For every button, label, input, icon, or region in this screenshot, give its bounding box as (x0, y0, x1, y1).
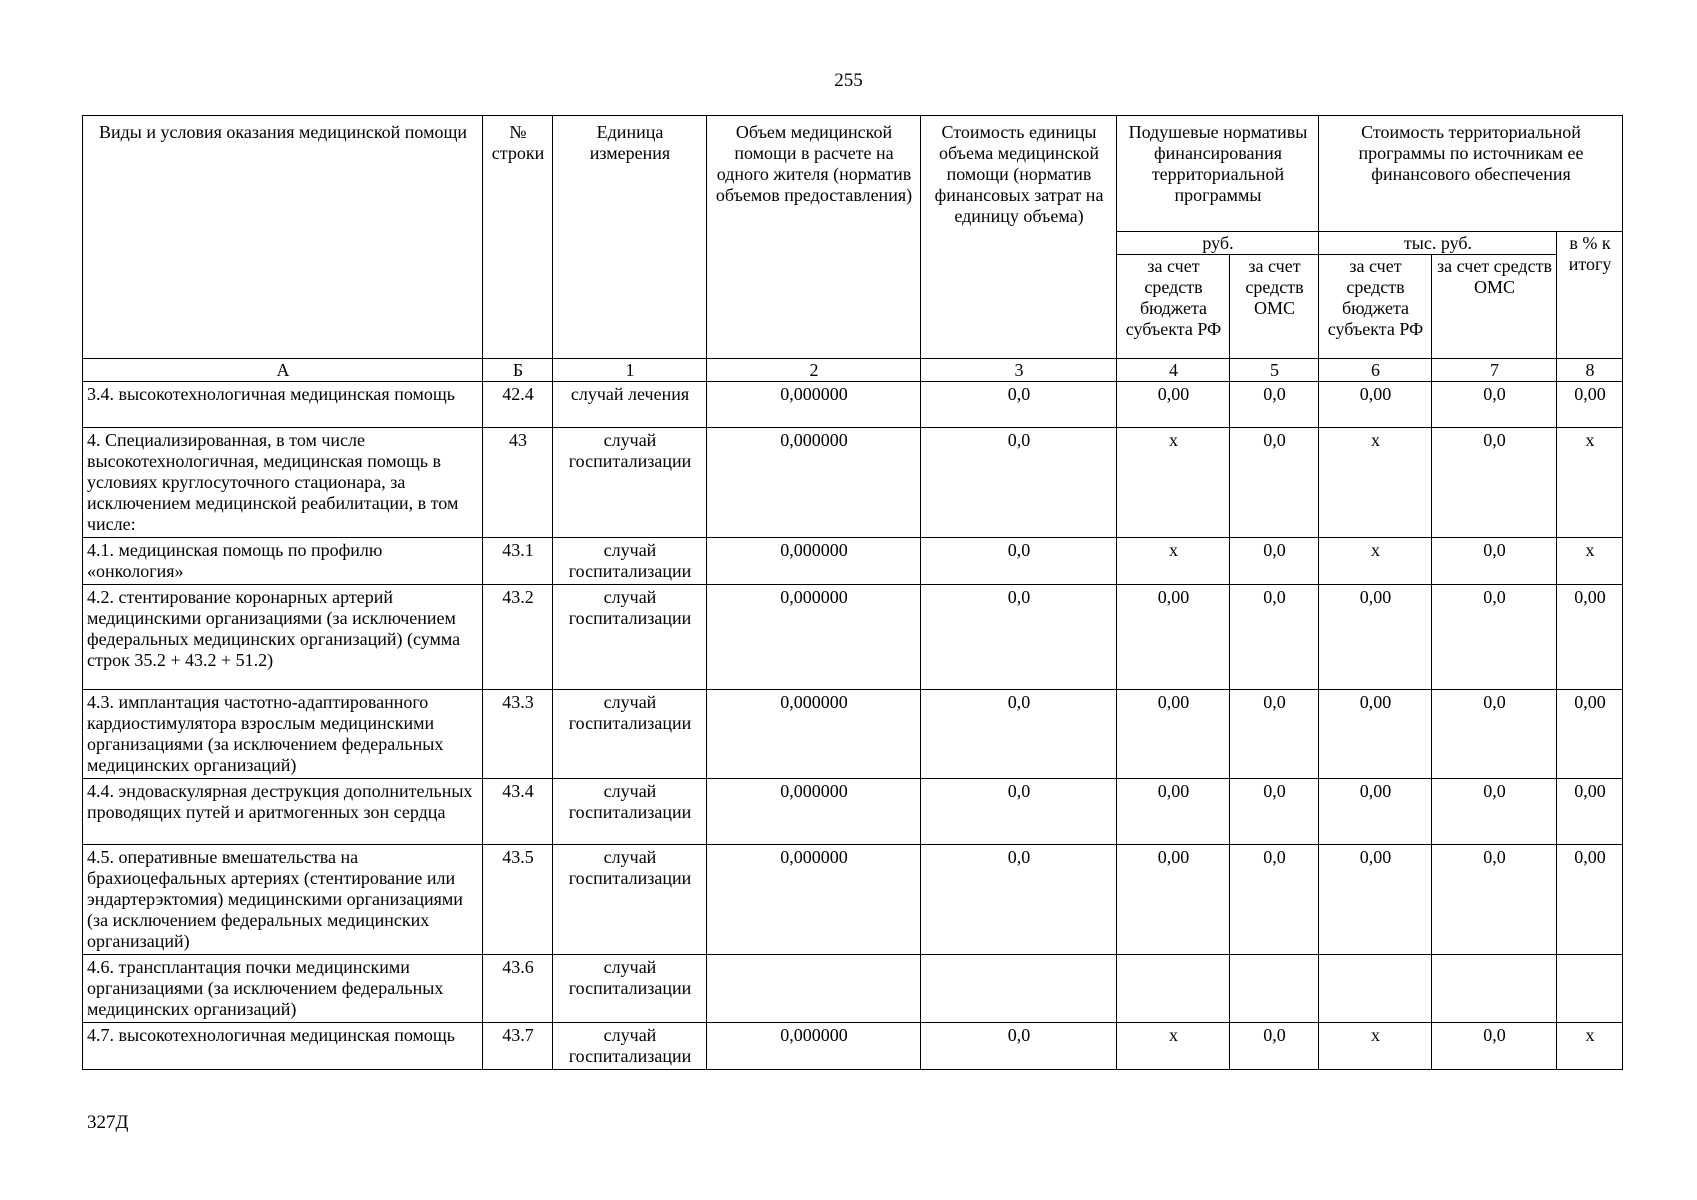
row-unit-cost: 0,0 (921, 585, 1117, 690)
row-name: 4. Специализированная, в том числе высокотехнологичная, медицинская помощь в условиях круглосуточного стационара, за исключением медицинской реабилитации, в том числе: (83, 428, 483, 538)
row-number: 42.4 (483, 382, 553, 428)
row-per-capita-oms: 0,0 (1230, 382, 1319, 428)
column-index: 8 (1557, 359, 1623, 382)
table-row (83, 1023, 1623, 1070)
row-per-capita-oms (1230, 955, 1319, 1023)
row-volume: 0,000000 (707, 845, 921, 955)
row-cost-budget: 0,00 (1319, 779, 1432, 845)
row-unit-cost (921, 955, 1117, 1023)
row-unit-cost: 0,0 (921, 779, 1117, 845)
table-row (83, 779, 1623, 845)
row-cost-budget: 0,00 (1319, 585, 1432, 690)
table-row (83, 690, 1623, 779)
row-name: 4.6. трансплантация почки медицинскими организациями (за исключением федеральных медицинских организаций) (83, 955, 483, 1023)
row-cost-oms: 0,0 (1432, 845, 1557, 955)
row-per-capita-budget: х (1117, 428, 1230, 538)
financing-table (82, 115, 1623, 1070)
header-col-6: за счет средств бюджета субъекта РФ (1319, 255, 1432, 359)
row-unit: случай госпитализации (553, 845, 707, 955)
row-volume: 0,000000 (707, 382, 921, 428)
row-volume: 0,000000 (707, 538, 921, 585)
header-unit-rub: руб. (1117, 232, 1319, 255)
row-number: 43.1 (483, 538, 553, 585)
row-name: 4.3. имплантация частотно-адаптированного кардиостимулятора взрослым медицинскими организациями (за исключением федеральных медицинских организаций) (83, 690, 483, 779)
row-volume: 0,000000 (707, 779, 921, 845)
row-cost-budget: 0,00 (1319, 690, 1432, 779)
row-name: 4.5. оперативные вмешательства на брахиоцефальных артериях (стентирование или эндартерэктомия) медицинскими организациями (за исключением федеральных медицинских организаций) (83, 845, 483, 955)
row-per-capita-budget (1117, 955, 1230, 1023)
row-cost-oms: 0,0 (1432, 538, 1557, 585)
row-percent-total: х (1557, 538, 1623, 585)
row-per-capita-budget: 0,00 (1117, 690, 1230, 779)
row-volume: 0,000000 (707, 428, 921, 538)
row-unit-cost: 0,0 (921, 1023, 1117, 1070)
row-per-capita-oms: 0,0 (1230, 845, 1319, 955)
row-cost-budget: 0,00 (1319, 845, 1432, 955)
row-cost-budget: 0,00 (1319, 382, 1432, 428)
row-volume: 0,000000 (707, 1023, 921, 1070)
row-per-capita-oms: 0,0 (1230, 779, 1319, 845)
table-row (83, 382, 1623, 428)
row-cost-oms (1432, 955, 1557, 1023)
column-index: 3 (921, 359, 1117, 382)
column-index: 2 (707, 359, 921, 382)
row-cost-oms: 0,0 (1432, 428, 1557, 538)
header-col-7: за счет средств ОМС (1432, 255, 1557, 359)
header-col-a: Виды и условия оказания медицинской помощи (83, 116, 483, 359)
header-col-4: за счет средств бюджета субъекта РФ (1117, 255, 1230, 359)
row-cost-budget: х (1319, 428, 1432, 538)
header-col-5: за счет средств ОМС (1230, 255, 1319, 359)
header-col-3: Стоимость единицы объема медицинской помощи (норматив финансовых затрат на единицу объема) (921, 116, 1117, 359)
row-per-capita-budget: 0,00 (1117, 382, 1230, 428)
row-per-capita-budget: х (1117, 1023, 1230, 1070)
row-unit: случай госпитализации (553, 779, 707, 845)
page-number: 255 (834, 70, 863, 91)
header-group-cost: Стоимость территориальной программы по источникам ее финансового обеспечения (1319, 116, 1623, 232)
row-name: 3.4. высокотехнологичная медицинская помощь (83, 382, 483, 428)
row-unit: случай госпитализации (553, 955, 707, 1023)
row-number: 43.4 (483, 779, 553, 845)
header-unit-thousand-rub: тыс. руб. (1319, 232, 1557, 255)
row-name: 4.7. высокотехнологичная медицинская помощь (83, 1023, 483, 1070)
column-index: 1 (553, 359, 707, 382)
column-index: 6 (1319, 359, 1432, 382)
document-code: 327Д (87, 1112, 129, 1133)
row-unit-cost: 0,0 (921, 382, 1117, 428)
header-col-b: № строки (483, 116, 553, 359)
column-index: 7 (1432, 359, 1557, 382)
row-percent-total (1557, 955, 1623, 1023)
row-number: 43.6 (483, 955, 553, 1023)
row-number: 43.3 (483, 690, 553, 779)
table-row (83, 845, 1623, 955)
row-volume (707, 955, 921, 1023)
row-volume: 0,000000 (707, 690, 921, 779)
row-number: 43 (483, 428, 553, 538)
header-col-1: Единица измерения (553, 116, 707, 359)
column-index-row (83, 359, 1623, 382)
row-per-capita-budget: х (1117, 538, 1230, 585)
row-unit-cost: 0,0 (921, 538, 1117, 585)
row-percent-total: х (1557, 1023, 1623, 1070)
header-col-2: Объем медицинской помощи в расчете на одного жителя (норматив объемов предоставления) (707, 116, 921, 359)
row-number: 43.7 (483, 1023, 553, 1070)
row-volume: 0,000000 (707, 585, 921, 690)
table-row (83, 955, 1623, 1023)
row-cost-oms: 0,0 (1432, 382, 1557, 428)
row-cost-budget (1319, 955, 1432, 1023)
row-per-capita-budget: 0,00 (1117, 845, 1230, 955)
row-cost-oms: 0,0 (1432, 690, 1557, 779)
row-unit: случай госпитализации (553, 690, 707, 779)
table-row (83, 585, 1623, 690)
row-cost-oms: 0,0 (1432, 585, 1557, 690)
row-per-capita-oms: 0,0 (1230, 428, 1319, 538)
row-name: 4.2. стентирование коронарных артерий медицинскими организациями (за исключением федеральных медицинских организаций) (сумма строк 35.2 + 43.2 + 51.2) (83, 585, 483, 690)
header-percent-total: в % к итогу (1557, 232, 1623, 359)
row-unit-cost: 0,0 (921, 690, 1117, 779)
row-cost-budget: х (1319, 538, 1432, 585)
row-unit: случай лечения (553, 382, 707, 428)
column-index: 4 (1117, 359, 1230, 382)
row-per-capita-oms: 0,0 (1230, 1023, 1319, 1070)
row-unit: случай госпитализации (553, 538, 707, 585)
row-percent-total: 0,00 (1557, 779, 1623, 845)
row-percent-total: 0,00 (1557, 382, 1623, 428)
row-percent-total: 0,00 (1557, 845, 1623, 955)
row-name: 4.1. медицинская помощь по профилю «онкология» (83, 538, 483, 585)
row-number: 43.5 (483, 845, 553, 955)
row-per-capita-budget: 0,00 (1117, 585, 1230, 690)
row-unit-cost: 0,0 (921, 845, 1117, 955)
column-index: Б (483, 359, 553, 382)
row-cost-oms: 0,0 (1432, 779, 1557, 845)
row-number: 43.2 (483, 585, 553, 690)
row-unit: случай госпитализации (553, 428, 707, 538)
row-name: 4.4. эндоваскулярная деструкция дополнительных проводящих путей и аритмогенных зон сердца (83, 779, 483, 845)
row-percent-total: 0,00 (1557, 585, 1623, 690)
header-group-per-capita: Подушевые нормативы финансирования территориальной программы (1117, 116, 1319, 232)
row-unit-cost: 0,0 (921, 428, 1117, 538)
row-percent-total: 0,00 (1557, 690, 1623, 779)
row-per-capita-budget: 0,00 (1117, 779, 1230, 845)
row-per-capita-oms: 0,0 (1230, 538, 1319, 585)
row-unit: случай госпитализации (553, 1023, 707, 1070)
column-index: А (83, 359, 483, 382)
row-cost-oms: 0,0 (1432, 1023, 1557, 1070)
row-per-capita-oms: 0,0 (1230, 690, 1319, 779)
table-row (83, 538, 1623, 585)
row-cost-budget: х (1319, 1023, 1432, 1070)
row-percent-total: х (1557, 428, 1623, 538)
table-row (83, 428, 1623, 538)
column-index: 5 (1230, 359, 1319, 382)
row-per-capita-oms: 0,0 (1230, 585, 1319, 690)
row-unit: случай госпитализации (553, 585, 707, 690)
